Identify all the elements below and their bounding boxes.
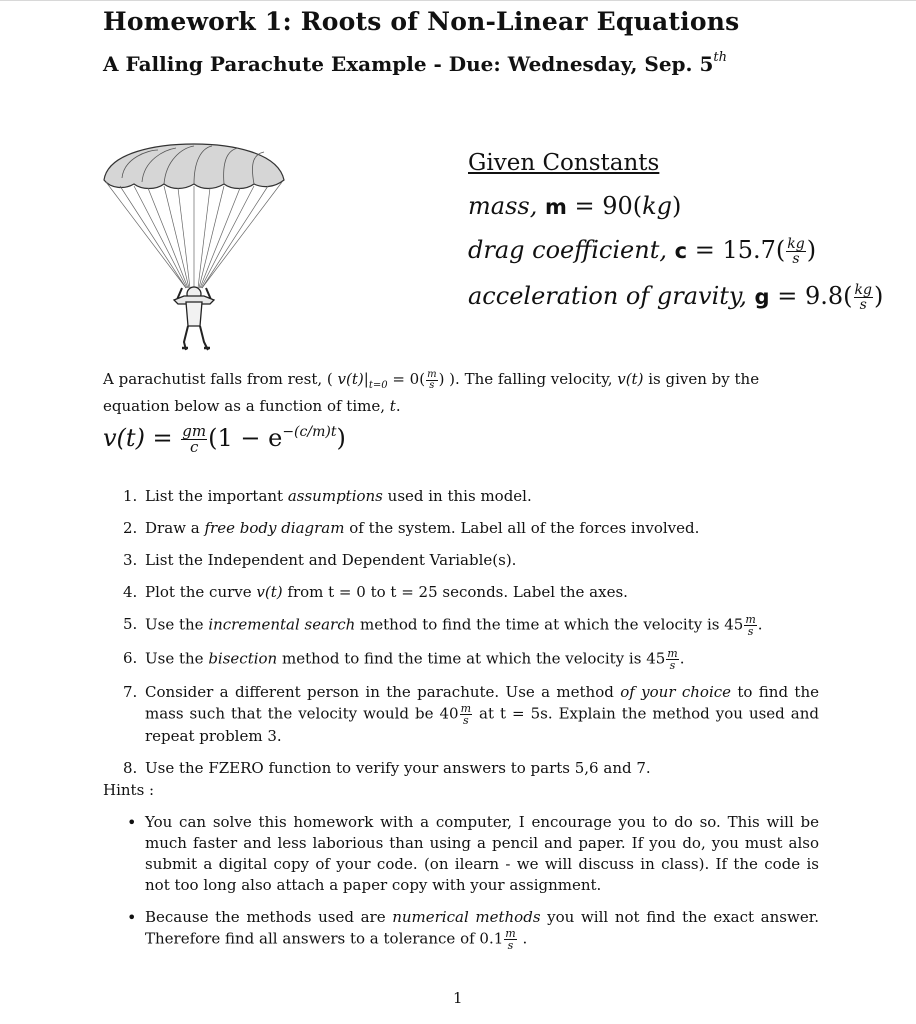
- intro-condition: v(t)|: [337, 370, 369, 388]
- subtitle-text: A Falling Parachute Example - Due: Wednesday, Sep. 5: [103, 52, 714, 76]
- intro-text-4: .: [395, 397, 401, 415]
- task-number: 4.: [123, 583, 138, 601]
- task-text-tail: from t = 0 to t = 25 seconds. Label the axes.: [282, 583, 628, 601]
- task-text: Use the FZERO function to verify your answers to parts 5,6 and 7.: [145, 759, 651, 777]
- task-tail: .: [679, 649, 685, 668]
- constant-gravity-unit-den: s: [859, 297, 867, 313]
- hint-text: You can solve this homework with a computer, I encourage you to do so. This will be much faster and less laborious than using a pencil and paper. If you do, you must also submit a digital copy of your code. (on ilearn - we will discuss in class). If the code is not too long also attach a paper copy with your assignment.: [145, 813, 819, 894]
- task-text: Use the: [145, 615, 209, 634]
- task-text: List the Independent and Dependent Variable(s).: [145, 551, 517, 569]
- parachutist-illustration: [98, 136, 290, 356]
- task-emphasis: incremental search: [208, 615, 356, 634]
- intro-condition-close: ) ).: [438, 370, 460, 388]
- intro-text-3: is given by the equation below as a function of time,: [103, 370, 760, 415]
- subtitle-sup: th: [713, 50, 727, 66]
- constant-drag-value: = 15.7(: [694, 236, 786, 264]
- intro-condition-sub: t=0: [368, 380, 388, 391]
- task-unit-num: m: [667, 647, 678, 660]
- equation-den: c: [190, 438, 199, 456]
- task-number: 6.: [123, 649, 138, 667]
- equation-exponent: −(c/m)t: [282, 424, 337, 440]
- task-unit-den: s: [747, 625, 754, 638]
- intro-t: t: [389, 397, 396, 415]
- task-unit-num: m: [745, 613, 756, 626]
- page-number: 1: [453, 989, 463, 1007]
- task-number: 3.: [123, 551, 138, 569]
- constant-gravity-symbol: g: [754, 285, 770, 309]
- task-item: [123, 582, 819, 603]
- task-item: [123, 682, 819, 747]
- task-emphasis: bisection: [208, 649, 278, 668]
- constant-gravity: [468, 282, 908, 312]
- page-subtitle: [103, 52, 727, 76]
- task-item: [123, 550, 819, 571]
- hint-unit-num: m: [505, 927, 516, 940]
- constant-drag-unit-num: kg: [787, 236, 805, 252]
- equation-lhs: v(t) =: [103, 424, 181, 452]
- hint-text-tail: you will not find the exact answer. Therefore find all answers to a tolerance of 0.1: [145, 908, 819, 948]
- intro-unit: [426, 370, 437, 391]
- constants-heading: Given Constants: [468, 150, 660, 176]
- task-tail: at t = 5s. Explain the method you used and repeat problem 3.: [145, 704, 819, 745]
- intro-vt: v(t): [617, 370, 644, 388]
- task-number: 7.: [123, 683, 138, 701]
- task-emphasis: assumptions: [287, 487, 383, 505]
- task-unit-den: s: [669, 659, 676, 672]
- constant-drag-unit: [786, 237, 805, 266]
- task-text: Consider a different person in the parachute. Use a method: [145, 683, 621, 701]
- task-tail: .: [757, 615, 763, 634]
- constant-mass: [468, 192, 908, 220]
- task-item: [123, 614, 819, 637]
- hint-item: [127, 907, 819, 951]
- task-text-tail: of the system. Label all of the forces involved.: [344, 519, 700, 537]
- task-text: Use the: [145, 649, 209, 668]
- hints-label: Hints :: [103, 781, 155, 799]
- intro-text-2: The falling velocity,: [459, 370, 618, 388]
- equation-num: gm: [182, 422, 207, 440]
- task-unit-den: s: [462, 714, 469, 727]
- task-text-tail: method to find the time at which the velocity is 45: [277, 649, 666, 668]
- task-text: Plot the curve: [145, 583, 257, 601]
- task-item: [123, 648, 819, 671]
- equation-fraction: [181, 424, 207, 455]
- hint-unit-den: s: [507, 939, 514, 952]
- task-text-tail: method to find the time at which the velocity is 45: [355, 615, 744, 634]
- intro-condition-eq: = 0(: [387, 370, 426, 388]
- task-unit: [460, 703, 472, 726]
- hint-tail: .: [517, 929, 528, 948]
- constant-mass-symbol: m: [544, 195, 567, 219]
- task-unit-num: m: [460, 702, 472, 715]
- constant-drag-unit-den: s: [792, 251, 800, 267]
- constant-drag: [468, 236, 908, 266]
- constant-drag-symbol: c: [674, 239, 688, 263]
- task-text-tail: used in this model.: [382, 487, 532, 505]
- intro-unit-den: s: [429, 379, 435, 391]
- task-text: List the important: [145, 487, 288, 505]
- velocity-equation: [103, 424, 346, 455]
- hint-text: Because the methods used are: [145, 908, 393, 926]
- task-number: 8.: [123, 759, 138, 777]
- equation-body: (1 − e: [208, 424, 283, 452]
- intro-unit-num: m: [427, 368, 437, 380]
- constant-drag-label: drag coefficient,: [468, 236, 667, 264]
- constant-mass-unit: kg: [642, 192, 673, 220]
- task-emphasis: free body diagram: [204, 519, 345, 537]
- constant-drag-close: ): [806, 236, 817, 264]
- hint-item: [127, 812, 819, 896]
- hint-unit: [504, 928, 516, 951]
- constant-gravity-close: ): [873, 282, 884, 310]
- hint-emphasis: numerical methods: [392, 908, 541, 926]
- task-number: 2.: [123, 519, 138, 537]
- task-item: [123, 758, 819, 779]
- task-list: [123, 486, 819, 790]
- task-item: [123, 486, 819, 507]
- task-number: 1.: [123, 487, 138, 505]
- task-text: Draw a: [145, 519, 205, 537]
- task-text-tail: to find the mass such that the velocity would be 40: [145, 683, 819, 723]
- given-constants: [468, 150, 908, 328]
- task-item: [123, 518, 819, 539]
- page-top-border: [0, 0, 916, 1]
- task-number: 5.: [123, 615, 138, 633]
- task-unit: [744, 614, 756, 637]
- constant-gravity-unit: [854, 283, 873, 312]
- intro-text-1: A parachutist falls from rest, (: [103, 370, 333, 388]
- constant-gravity-value: = 9.8(: [777, 282, 853, 310]
- task-emphasis: v(t): [256, 583, 283, 601]
- constant-gravity-label: acceleration of gravity,: [468, 282, 747, 310]
- constant-mass-close: ): [672, 192, 682, 220]
- constant-mass-label: mass,: [468, 192, 538, 220]
- task-emphasis: of your choice: [620, 683, 732, 701]
- constant-gravity-unit-num: kg: [854, 282, 872, 298]
- intro-paragraph: [103, 369, 819, 417]
- task-unit: [666, 648, 678, 671]
- equation-close: ): [336, 424, 346, 452]
- page-title: Homework 1: Roots of Non-Linear Equations: [103, 7, 740, 36]
- hints-list: [127, 812, 819, 962]
- constant-mass-value: = 90(: [574, 192, 643, 220]
